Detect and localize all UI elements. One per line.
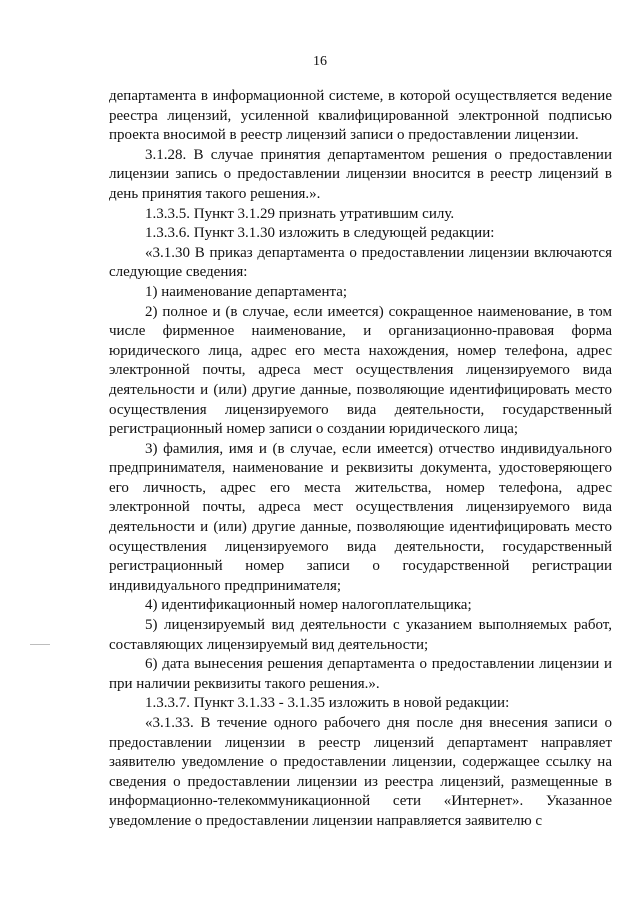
list-item-3: 3) фамилия, имя и (в случае, если имеется) отчество индивидуального предпринимателя, наименование и реквизиты документа, удостоверяющего его личность, адрес его места жительства, номер телефона, адрес электронной почты, адреса мест осуществления лицензируемого вида деятельности и (или) другие данные, позволяющие идентифицировать место осуществления лицензируемого вида деятельности, государственный регистрационный номер записи о государственной регистрации индивидуального предпринимателя; [109, 440, 612, 594]
list-item-6: 6) дата вынесения решения департамента о предоставлении лицензии и при наличии реквизиты такого решения.». [109, 656, 612, 692]
document-body [109, 87, 612, 832]
page-number: 16 [313, 54, 327, 69]
list-item-2: 2) полное и (в случае, если имеется) сокращенное наименование, в том числе фирменное наименование, и организационно-правовая форма юридического лица, адрес его места нахождения, номер телефона, адрес электронной почты, адреса мест осуществления лицензируемого вида деятельности и (или) другие данные, позволяющие идентифицировать место осуществления лицензируемого вида деятельности, государственный регистрационный номер записи о создании юридического лица; [109, 303, 612, 438]
scan-artifact-line [30, 644, 50, 645]
paragraph-3-1-28: 3.1.28. В случае принятия департаментом решения о предоставлении лицензии запись о предоставлении лицензии вносится в реестр лицензий в день принятия такого решения.». [109, 146, 612, 202]
paragraph-3-1-30: «3.1.30 В приказ департамента о предоставлении лицензии включаются следующие сведения: [109, 244, 612, 281]
paragraph-1-3-3-5: 1.3.3.5. Пункт 3.1.29 признать утратившим силу. [145, 205, 455, 222]
paragraph-1-3-3-6: 1.3.3.6. Пункт 3.1.30 изложить в следующей редакции: [145, 225, 495, 242]
list-item-5: 5) лицензируемый вид деятельности с указанием выполняемых работ, составляющих лицензируемый вид деятельности; [109, 617, 612, 653]
paragraph-continuation: департамента в информационной системе, в которой осуществляется ведение реестра лицензий, усиленной квалифицированной электронной подписью проекта вносимой в реестр лицензий записи о предоставлении лицензии. [109, 88, 612, 144]
list-item-1: 1) наименование департамента; [145, 283, 348, 300]
paragraph-1-3-3-7: 1.3.3.7. Пункт 3.1.33 - 3.1.35 изложить в новой редакции: [145, 695, 510, 712]
list-item-4: 4) идентификационный номер налогоплательщика; [145, 597, 472, 614]
paragraph-3-1-33: «3.1.33. В течение одного рабочего дня после дня внесения записи о предоставлении лицензии в реестр лицензий департамент направляет заявителю уведомление о предоставлении лицензии, содержащее ссылку на сведения о предоставлении лицензии из реестра лицензий, размещенные в информационно-телекоммуникационной сети «Интернет». Указанное уведомление о предоставлении лицензии направляется заявителю с [109, 715, 612, 829]
